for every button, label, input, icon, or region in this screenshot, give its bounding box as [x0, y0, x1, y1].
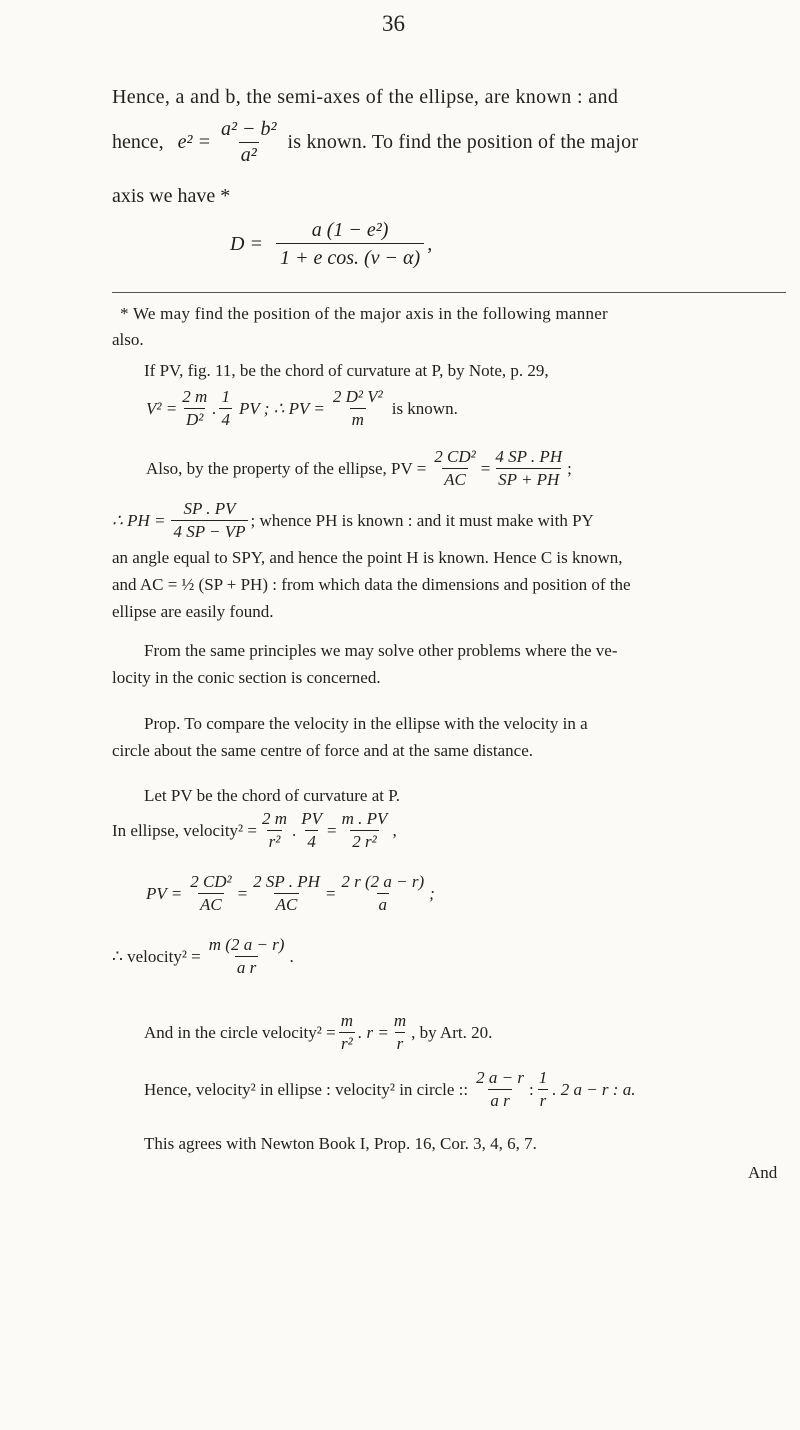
- denominator: D²: [184, 408, 205, 431]
- text: , by Art. 20.: [411, 1022, 493, 1042]
- denominator: 4: [219, 408, 232, 431]
- numerator: 2 CD²: [190, 872, 232, 891]
- footnote-line: also.: [112, 330, 144, 349]
- denominator: 4 SP − VP: [171, 520, 247, 543]
- numerator: a² − b²: [221, 118, 277, 140]
- text: In ellipse, velocity² =: [112, 820, 257, 840]
- footnote-rule: [112, 292, 786, 293]
- body-line: locity in the conic section is concerned.: [112, 668, 381, 687]
- proposition-line: circle about the same centre of force and at the same distance.: [112, 741, 534, 760]
- text: PV =: [146, 883, 183, 903]
- text: ; whence PH is known : and it must make with PY: [250, 510, 594, 530]
- text: Hence, velocity² in ellipse : velocity² in circle ::: [144, 1079, 469, 1099]
- numerator: a (1 − e²): [311, 219, 389, 241]
- fraction: [180, 386, 209, 431]
- text: And in the circle velocity² =: [144, 1022, 336, 1042]
- fraction: [392, 1010, 408, 1055]
- numerator: 2 m: [182, 387, 208, 406]
- denominator: 4: [305, 830, 318, 853]
- numerator: PV: [301, 809, 323, 828]
- fraction: [207, 934, 287, 979]
- text: =: [324, 883, 337, 903]
- numerator: m (2 a − r): [208, 935, 285, 954]
- text: . 2 a − r : a.: [552, 1079, 636, 1099]
- numerator: 2 a − r: [476, 1068, 524, 1087]
- denominator: r: [538, 1089, 549, 1112]
- text: hence,: [112, 131, 164, 153]
- text: ,: [427, 233, 433, 255]
- text: ,: [392, 820, 397, 840]
- e-squared-line: [112, 117, 638, 168]
- denominator: 1 + e cos. (v − α): [276, 243, 424, 271]
- equation-D: [230, 218, 432, 271]
- text: e² =: [177, 131, 212, 153]
- footnote-equation: [146, 386, 458, 431]
- text: is known. To find the position of the major: [287, 131, 639, 153]
- numerator: 1: [221, 387, 230, 406]
- numerator: m: [393, 1011, 407, 1030]
- paragraph-line: Hence, a and b, the semi-axes of the ellipse, are known : and: [112, 86, 619, 108]
- text: :: [528, 1079, 534, 1099]
- body-line: This agrees with Newton Book I, Prop. 16, Cor. 3, 4, 6, 7.: [144, 1134, 537, 1153]
- footnote-line: If PV, fig. 11, be the chord of curvature at P, by Note, p. 29,: [144, 361, 549, 380]
- text: PV ; ∴ PV =: [238, 398, 325, 418]
- numerator: 4 SP . PH: [495, 447, 563, 466]
- text: ;: [429, 883, 435, 903]
- denominator: a: [377, 893, 390, 916]
- text: =: [327, 820, 337, 840]
- denominator: AC: [198, 893, 224, 916]
- fraction: [219, 386, 232, 431]
- denominator: a r: [235, 956, 258, 979]
- footnote-equation: [146, 446, 572, 491]
- text: ∴ PH =: [112, 510, 166, 530]
- circle-equation: [144, 1010, 492, 1055]
- equation-lhs: D =: [230, 233, 263, 255]
- text: =: [236, 883, 249, 903]
- footnote-line: an angle equal to SPY, and hence the point H is known. Hence C is known,: [112, 548, 623, 567]
- denominator: SP + PH: [496, 468, 561, 491]
- fraction: [219, 117, 279, 168]
- text: .: [289, 946, 294, 966]
- fraction: [251, 871, 322, 916]
- text: =: [480, 458, 491, 478]
- denominator: r²: [267, 830, 283, 853]
- denominator: AC: [442, 468, 468, 491]
- body-line: From the same principles we may solve other problems where the ve-: [144, 641, 618, 660]
- denominator: a²: [240, 144, 257, 166]
- denominator: m: [350, 408, 366, 431]
- numerator: m: [340, 1011, 353, 1030]
- paragraph-line: axis we have *: [112, 185, 231, 207]
- denominator: r: [395, 1032, 406, 1055]
- numerator: 2 r (2 a − r): [341, 872, 425, 891]
- footnote-line: * We may find the position of the major axis in the following manner: [120, 304, 608, 323]
- ratio-equation: [144, 1067, 635, 1112]
- fraction: [340, 808, 390, 853]
- numerator: 2 m: [261, 809, 288, 828]
- page-number: 36: [382, 11, 405, 36]
- text: is known.: [391, 398, 458, 418]
- text: ;: [567, 458, 572, 478]
- numerator: m . PV: [341, 809, 388, 828]
- numerator: 1: [538, 1068, 548, 1087]
- text: .: [292, 820, 297, 840]
- text: V² =: [146, 398, 178, 418]
- numerator: 2 SP . PH: [253, 872, 320, 891]
- denominator: a r: [488, 1089, 511, 1112]
- footnote-line: ellipse are easily found.: [112, 602, 274, 621]
- proposition-line: Prop. To compare the velocity in the ellipse with the velocity in a: [144, 714, 588, 733]
- fraction: [299, 808, 324, 853]
- fraction: [474, 1067, 526, 1112]
- text: .: [212, 398, 217, 418]
- fraction: [339, 1010, 355, 1055]
- pv-equation: [146, 871, 435, 916]
- velocity-equation: [112, 808, 397, 853]
- footnote-equation: [112, 498, 594, 543]
- text: ∴ velocity² =: [112, 946, 201, 966]
- fraction: [432, 446, 477, 491]
- velocity-equation: [112, 934, 294, 979]
- fraction: [331, 386, 385, 431]
- numerator: 2 D² V²: [332, 387, 383, 406]
- text: Also, by the property of the ellipse, PV =: [146, 458, 427, 478]
- catchword: And: [748, 1163, 778, 1182]
- denominator: 2 r²: [350, 830, 378, 853]
- fraction: [339, 871, 426, 916]
- denominator: AC: [274, 893, 300, 916]
- numerator: SP . PV: [183, 499, 236, 518]
- fraction: [537, 1067, 550, 1112]
- fraction: [260, 808, 289, 853]
- fraction: [493, 446, 564, 491]
- body-line: Let PV be the chord of curvature at P.: [144, 786, 401, 805]
- text: . r =: [358, 1022, 389, 1042]
- fraction: [188, 871, 233, 916]
- fraction: [276, 218, 424, 271]
- fraction: [171, 498, 247, 543]
- numerator: 2 CD²: [434, 447, 476, 466]
- footnote-line: and AC = ½ (SP + PH) : from which data the dimensions and position of the: [112, 575, 631, 594]
- denominator: r²: [339, 1032, 355, 1055]
